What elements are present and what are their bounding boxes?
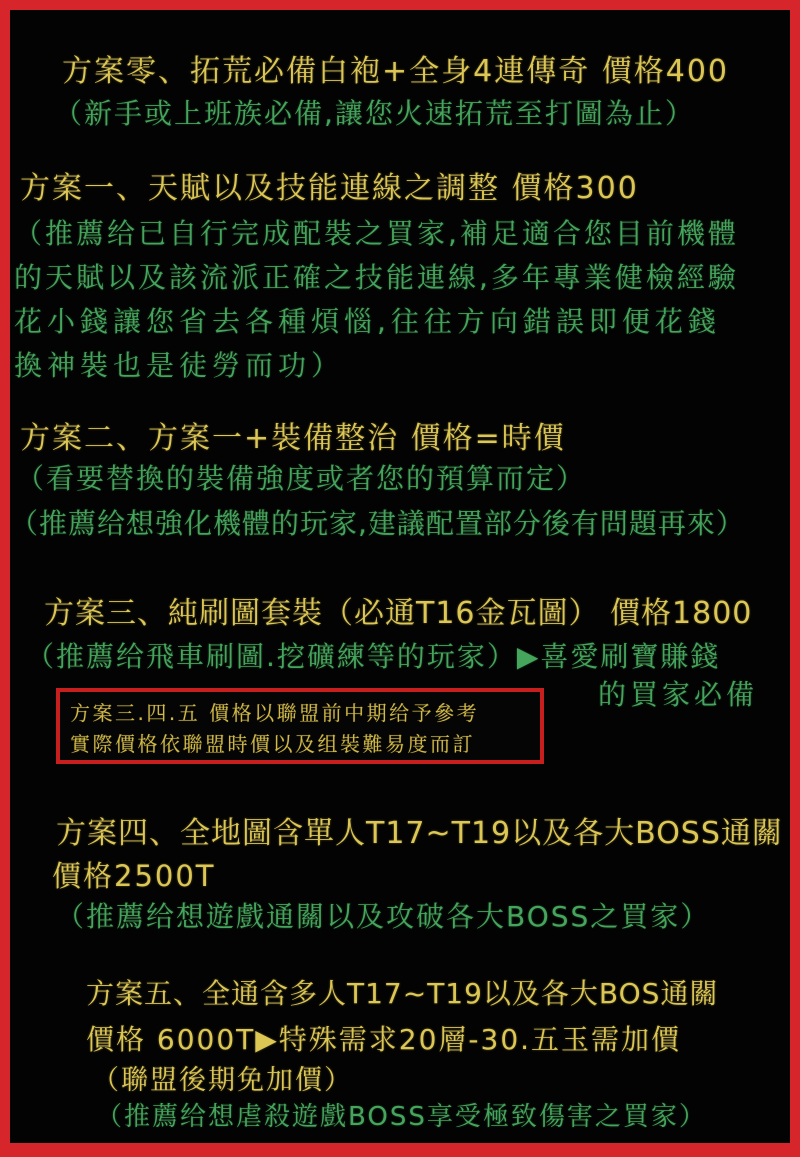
plan-2-title: 方案二、方案一+裝備整治 價格=時價 bbox=[20, 421, 566, 456]
plan-5-desc: （推薦给想虐殺遊戲BOSS享受極致傷害之買家） bbox=[96, 1102, 707, 1132]
plan-4-desc: （推薦给想遊戲通關以及攻破各大BOSS之買家） bbox=[56, 900, 711, 933]
plan-1-title: 方案一、天賦以及技能連線之調整 價格300 bbox=[20, 171, 639, 206]
plan-1-desc-line: （推薦给已自行完成配裝之買家,補足適合您目前機體 bbox=[14, 217, 739, 250]
plan-2-desc-line: （推薦给想強化機體的玩家,建議配置部分後有問題再來） bbox=[10, 507, 745, 540]
promo-note-line: 方案三.四.五 價格以聯盟前中期给予參考 bbox=[70, 701, 480, 725]
plan-5-note: （聯盟後期免加價） bbox=[92, 1065, 353, 1096]
plan-5-title: 方案五、全通含多人T17~T19以及各大BOS通關 bbox=[86, 977, 719, 1010]
promo-note-box bbox=[56, 688, 544, 764]
plan-4-title: 方案四、全地圖含單人T17~T19以及各大BOSS通關 bbox=[56, 816, 783, 851]
plan-0-title: 方案零、拓荒必備白袍+全身4連傳奇 價格400 bbox=[62, 54, 730, 89]
flyer-background bbox=[10, 10, 790, 1143]
plan-3-title: 方案三、純刷圖套裝（必通T16金瓦圖） 價格1800 bbox=[44, 596, 753, 631]
plan-0-desc: （新手或上班族必備,讓您火速拓荒至打圖為止） bbox=[54, 97, 695, 130]
plan-1-desc-line: 花小錢讓您省去各種煩惱,往往方向錯誤即便花錢 bbox=[14, 305, 721, 338]
plan-4-price: 價格2500T bbox=[52, 859, 216, 893]
plan-1-desc-line: 的天賦以及該流派正確之技能連線,多年專業健檢經驗 bbox=[14, 261, 739, 294]
plan-1-desc-line: 換神裝也是徒勞而功） bbox=[14, 349, 345, 382]
plan-2-desc-line: （看要替換的裝備強度或者您的預算而定） bbox=[16, 462, 587, 495]
plan-5-price: 價格 6000T▶特殊需求20層-30.五玉需加價 bbox=[86, 1023, 682, 1056]
plan-3-desc-line: 的買家必備 bbox=[598, 678, 759, 711]
promo-note-line: 實際價格依聯盟時價以及组裝難易度而訂 bbox=[70, 732, 475, 756]
plan-3-desc-line: （推薦给飛車刷圖.挖礦練等的玩家）▶喜愛刷寶賺錢 bbox=[26, 640, 721, 673]
